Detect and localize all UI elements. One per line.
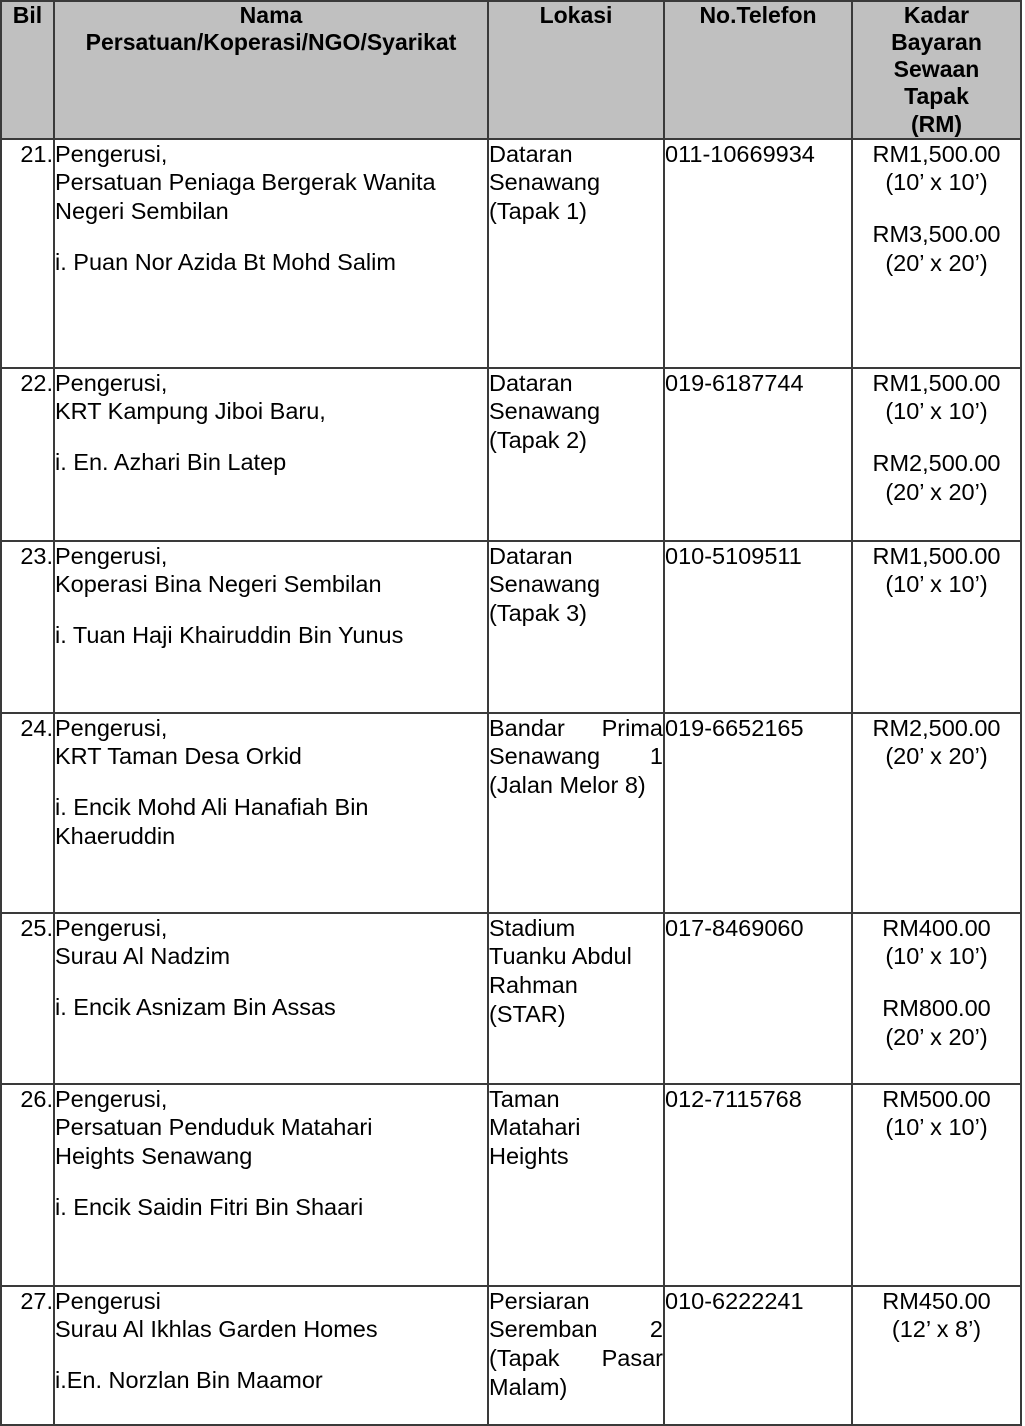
table-row bbox=[1, 1084, 1021, 1286]
header-kadar-line4: Tapak bbox=[904, 83, 969, 110]
kadar-size: (20’ x 20’) bbox=[885, 1024, 988, 1051]
cell-bil: 21. bbox=[1, 139, 54, 368]
table-header bbox=[1, 1, 1021, 139]
spacer bbox=[55, 1344, 487, 1366]
cell-nama bbox=[54, 1286, 488, 1425]
cell-bil: 22. bbox=[1, 368, 54, 541]
lokasi-line: Tuanku Abdul bbox=[489, 943, 632, 970]
cell-telefon: 010-5109511 bbox=[664, 541, 852, 713]
nama-line: Negeri Sembilan bbox=[55, 197, 229, 224]
cell-bil: 27. bbox=[1, 1286, 54, 1425]
table-row bbox=[1, 139, 1021, 368]
cell-lokasi bbox=[488, 368, 664, 541]
nama-contact-person: i. Tuan Haji Khairuddin Bin Yunus bbox=[55, 622, 404, 649]
header-telefon-label: No.Telefon bbox=[699, 2, 817, 28]
nama-contact-person: i. Encik Saidin Fitri Bin Shaari bbox=[55, 1193, 364, 1220]
cell-nama bbox=[54, 1084, 488, 1286]
header-kadar-line5: (RM) bbox=[910, 110, 963, 137]
kadar-amount: RM2,500.00 bbox=[872, 714, 1001, 741]
cell-lokasi: Persiaran Seremban 2 (Tapak Pasar Malam) bbox=[488, 1286, 664, 1425]
table-body bbox=[1, 139, 1021, 1425]
table-row bbox=[1, 1286, 1021, 1425]
lokasi-line: Senawang bbox=[489, 169, 601, 196]
column-header-bil bbox=[1, 1, 54, 139]
kadar-amount: RM800.00 bbox=[882, 995, 991, 1022]
nama-line: Heights Senawang bbox=[55, 1142, 253, 1169]
spacer bbox=[55, 971, 487, 993]
cell-kadar bbox=[852, 713, 1021, 913]
header-bil-label: Bil bbox=[12, 2, 43, 28]
lokasi-line: Taman bbox=[489, 1085, 560, 1112]
cell-lokasi bbox=[488, 913, 664, 1084]
lokasi-line: (Tapak 3) bbox=[489, 599, 587, 626]
lokasi-line: Heights bbox=[489, 1142, 569, 1169]
nama-line: KRT Taman Desa Orkid bbox=[55, 743, 302, 770]
cell-bil: 24. bbox=[1, 713, 54, 913]
lokasi-line: Senawang bbox=[489, 571, 601, 598]
column-header-telefon bbox=[664, 1, 852, 139]
kadar-size: (10’ x 10’) bbox=[885, 571, 988, 598]
cell-kadar bbox=[852, 1286, 1021, 1425]
lokasi-line: Dataran bbox=[489, 542, 573, 569]
table-row bbox=[1, 913, 1021, 1084]
header-nama-line1: Nama bbox=[239, 2, 303, 28]
header-kadar-line1: Kadar bbox=[903, 2, 970, 28]
cell-lokasi bbox=[488, 139, 664, 368]
header-kadar-line3: Sewaan bbox=[893, 56, 980, 83]
kadar-size: (10’ x 10’) bbox=[885, 398, 988, 425]
cell-lokasi bbox=[488, 1084, 664, 1286]
kadar-size: (10’ x 10’) bbox=[885, 169, 988, 196]
cell-bil: 23. bbox=[1, 541, 54, 713]
cell-kadar bbox=[852, 1084, 1021, 1286]
cell-telefon: 019-6187744 bbox=[664, 368, 852, 541]
cell-nama bbox=[54, 713, 488, 913]
cell-telefon: 012-7115768 bbox=[664, 1084, 852, 1286]
column-header-lokasi bbox=[488, 1, 664, 139]
kadar-amount: RM1,500.00 bbox=[872, 369, 1001, 396]
table-row bbox=[1, 368, 1021, 541]
kadar-size: (10’ x 10’) bbox=[885, 943, 988, 970]
cell-telefon: 010-6222241 bbox=[664, 1286, 852, 1425]
lokasi-line: Matahari bbox=[489, 1114, 581, 1141]
kadar-amount: RM2,500.00 bbox=[872, 450, 1001, 477]
cell-nama bbox=[54, 541, 488, 713]
nama-line: Persatuan Penduduk Matahari bbox=[55, 1114, 373, 1141]
kadar-amount: RM500.00 bbox=[882, 1085, 991, 1112]
cell-kadar bbox=[852, 139, 1021, 368]
spacer bbox=[55, 426, 487, 448]
cell-bil: 26. bbox=[1, 1084, 54, 1286]
nama-line: Pengerusi, bbox=[55, 542, 168, 569]
nama-contact-person: i. Encik Mohd Ali Hanafiah Bin Khaeruddin bbox=[55, 794, 369, 849]
nama-line: Pengerusi bbox=[55, 1287, 161, 1314]
kadar-amount: RM1,500.00 bbox=[872, 140, 1001, 167]
cell-kadar bbox=[852, 368, 1021, 541]
kadar-amount: RM3,500.00 bbox=[872, 221, 1001, 248]
kadar-size: (20’ x 20’) bbox=[885, 479, 988, 506]
nama-line: Pengerusi, bbox=[55, 914, 168, 941]
nama-line: Surau Al Ikhlas Garden Homes bbox=[55, 1316, 378, 1343]
table-row bbox=[1, 541, 1021, 713]
kadar-amount: RM1,500.00 bbox=[872, 542, 1001, 569]
cell-telefon: 011-10669934 bbox=[664, 139, 852, 368]
nama-contact-person: i. Puan Nor Azida Bt Mohd Salim bbox=[55, 248, 396, 275]
nama-line: Persatuan Peniaga Bergerak Wanita bbox=[55, 169, 436, 196]
nama-line: Koperasi Bina Negeri Sembilan bbox=[55, 571, 382, 598]
kadar-size: (12’ x 8’) bbox=[891, 1316, 982, 1343]
nama-line: Surau Al Nadzim bbox=[55, 943, 231, 970]
cell-nama bbox=[54, 139, 488, 368]
header-row bbox=[1, 1, 1021, 139]
lokasi-line: Rahman bbox=[489, 971, 578, 998]
nama-contact-person: i.En. Norzlan Bin Maamor bbox=[55, 1367, 323, 1394]
kadar-amount: RM450.00 bbox=[882, 1287, 991, 1314]
spacer bbox=[55, 1171, 487, 1193]
lokasi-line: Senawang bbox=[489, 398, 601, 425]
lokasi-line: (STAR) bbox=[489, 1000, 566, 1027]
nama-contact-person: i. En. Azhari Bin Latep bbox=[55, 449, 287, 476]
nama-line: Pengerusi, bbox=[55, 1085, 168, 1112]
cell-nama bbox=[54, 368, 488, 541]
lokasi-line: Dataran bbox=[489, 369, 573, 396]
spacer bbox=[55, 599, 487, 621]
header-lokasi-label: Lokasi bbox=[539, 2, 613, 28]
lokasi-line: Dataran bbox=[489, 140, 573, 167]
table-row bbox=[1, 713, 1021, 913]
cell-kadar bbox=[852, 913, 1021, 1084]
kadar-size: (10’ x 10’) bbox=[885, 1114, 988, 1141]
kadar-size: (20’ x 20’) bbox=[885, 743, 988, 770]
lokasi-line: (Tapak 1) bbox=[489, 197, 587, 224]
nama-line: Pengerusi, bbox=[55, 140, 168, 167]
cell-nama bbox=[54, 913, 488, 1084]
column-header-kadar bbox=[852, 1, 1021, 139]
lokasi-line: (Tapak 2) bbox=[489, 426, 587, 453]
cell-kadar bbox=[852, 541, 1021, 713]
header-kadar-line2: Bayaran bbox=[891, 29, 982, 56]
cell-lokasi bbox=[488, 541, 664, 713]
lokasi-line: Stadium bbox=[489, 914, 576, 941]
nama-line: Pengerusi, bbox=[55, 369, 168, 396]
spacer bbox=[853, 971, 1020, 995]
cell-lokasi: Bandar Prima Senawang 1 (Jalan Melor 8) bbox=[488, 713, 664, 913]
cell-telefon: 017-8469060 bbox=[664, 913, 852, 1084]
spacer bbox=[853, 197, 1020, 221]
column-header-nama bbox=[54, 1, 488, 139]
kadar-amount: RM400.00 bbox=[882, 914, 991, 941]
nama-line: Pengerusi, bbox=[55, 714, 168, 741]
nama-contact-person: i. Encik Asnizam Bin Assas bbox=[55, 994, 336, 1021]
kadar-size: (20’ x 20’) bbox=[885, 250, 988, 277]
cell-telefon: 019-6652165 bbox=[664, 713, 852, 913]
header-nama-line2: Persatuan/Koperasi/NGO/Syarikat bbox=[85, 29, 457, 56]
cell-bil: 25. bbox=[1, 913, 54, 1084]
nama-line: KRT Kampung Jiboi Baru, bbox=[55, 398, 326, 425]
spacer bbox=[853, 426, 1020, 450]
spacer bbox=[55, 226, 487, 248]
spacer bbox=[55, 771, 487, 793]
